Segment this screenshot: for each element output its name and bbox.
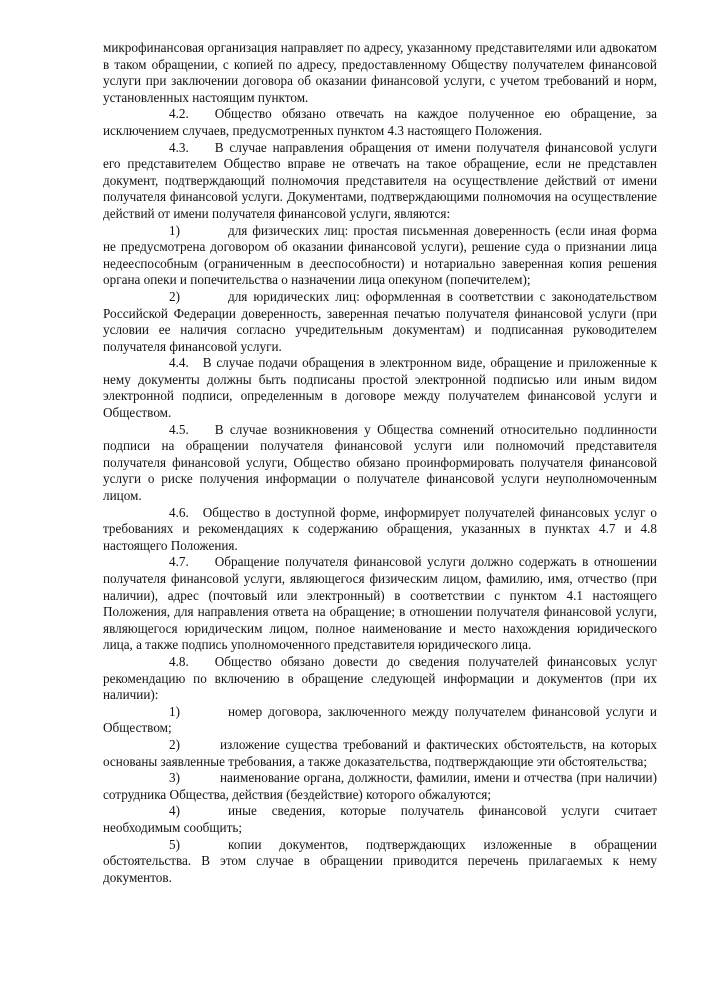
list-item-number: 2) (169, 736, 180, 752)
paragraph-4-7 (103, 554, 657, 654)
paragraph-intro (103, 40, 657, 106)
list-item-4-3-1 (103, 223, 657, 289)
list-item-text: для юридических лиц: оформленная в соответствии с законодательством Российской Федерации доверенность, заверенная печатью получателя финансовой услуги (при условии ее наличия согласно учредительным документам) и подписанная руководителем получателя финансовой услуги. (103, 288, 657, 354)
paragraph-text: микрофинансовая организация направляет по адресу, указанному представителями или адвокатом в таком обращении, с копией по адресу, предоставленному Обществу получателем финансовой услуги при заключении договора об оказании финансовой услуги, с учетом требований и норм, установленных настоящим пунктом. (103, 40, 657, 105)
paragraph-number: 4.7. (169, 554, 189, 570)
list-item-text: наименование органа, должности, фамилии, имени и отчества (при наличии) сотрудника Общества, действия (бездействие) которого обжалуются; (103, 770, 657, 802)
paragraph-number: 4.3. (169, 139, 189, 155)
paragraph-4-4 (103, 355, 657, 421)
list-item-number: 1) (169, 703, 180, 719)
list-item-text: номер договора, заключенного между получателем финансовой услуги и Обществом; (103, 703, 657, 736)
list-item-number: 3) (169, 770, 180, 786)
list-item-number: 1) (169, 222, 180, 238)
paragraph-4-5 (103, 422, 657, 505)
paragraph-text: Общество обязано отвечать на каждое полученное ею обращение, за исключением случаев, предусмотренных пунктом 4.3 настоящего Положения. (103, 106, 657, 138)
list-item-4-8-3 (103, 770, 657, 803)
list-item-4-8-5 (103, 837, 657, 887)
paragraph-number: 4.2. (169, 106, 189, 122)
list-item-text: иные сведения, которые получатель финансовой услуги считает необходимым сообщить; (103, 803, 657, 835)
paragraph-text: Общество обязано довести до сведения получателей финансовых услуг рекомендацию по включению в обращение следующей информации и документов (при их наличии): (103, 653, 657, 703)
list-item-4-8-2 (103, 737, 657, 770)
list-item-4-8-4 (103, 803, 657, 836)
list-item-number: 5) (169, 836, 180, 852)
paragraph-number: 4.8. (169, 653, 189, 669)
paragraph-text: Общество в доступной форме, информирует получателей финансовых услуг о требованиях и рекомендациях к содержанию обращения, указанных в пунктах 4.7 и 4.8 настоящего Положения. (103, 504, 657, 553)
list-item-4-3-2 (103, 289, 657, 355)
paragraph-text: В случае направления обращения от имени получателя финансовой услуги его представителем Общество вправе не отвечать на такое обращение, если не представлен документ, подтверждающий полномочия представителя на осуществление действий от имени получателя финансовой услуги. Документами, подтверждающими полномочия на осуществление действий от имени получателя финансовой услуги, являются: (103, 139, 657, 221)
list-item-text: для физических лиц: простая письменная доверенность (если иная форма не предусмотрена договором об оказании финансовой услуги), решение суда о признании лица недееспособным (ограниченным в дееспособности) и нотариально заверенная копия решения органа опеки и попечительства о назначении лица опекуном (попечителем); (103, 222, 657, 288)
paragraph-4-8 (103, 654, 657, 704)
paragraph-number: 4.4. (169, 355, 189, 371)
paragraph-number: 4.5. (169, 421, 189, 437)
paragraph-text: В случае возникновения у Общества сомнений относительно подлинности подписи на обращении получателя финансовой услуги или полномочий представителя получателя финансовой услуги, Общество обязано проинформировать получателя финансовой услуги о риске получения информации о получателе финансовой услуги неуполномоченным лицом. (103, 421, 657, 504)
list-item-number: 2) (169, 288, 180, 304)
paragraph-4-3 (103, 140, 657, 223)
paragraph-4-6 (103, 505, 657, 555)
list-item-text: копии документов, подтверждающих изложенные в обращении обстоятельства. В этом случае в обращении приводится перечень прилагаемых к нему документов. (103, 836, 657, 885)
list-item-number: 4) (169, 803, 180, 819)
list-item-4-8-1 (103, 704, 657, 737)
paragraph-number: 4.6. (169, 504, 189, 520)
paragraph-text: В случае подачи обращения в электронном виде, обращение и приложенные к нему документы должны быть подписаны простой электронной подписью или иным видом электронной подписи, определенным в договоре между получателем финансовой услуги и Обществом. (103, 355, 657, 421)
paragraph-4-2 (103, 106, 657, 139)
paragraph-text: Обращение получателя финансовой услуги должно содержать в отношении получателя финансовой услуги, являющегося физическим лицом, фамилию, имя, отчество (при наличии), адрес (почтовый или электронный) в соответствии с пунктом 4.1 настоящего Положения, для направления ответа на обращение; в отношении получателя финансовой услуги, являющегося юридическим лицом, полное наименование и место нахождения юридического лица, а также подпись уполномоченного представителя юридического лица. (103, 554, 657, 653)
list-item-text: изложение существа требований и фактических обстоятельств, на которых основаны заявленные требования, а также доказательства, подтверждающие эти обстоятельства; (103, 736, 657, 769)
